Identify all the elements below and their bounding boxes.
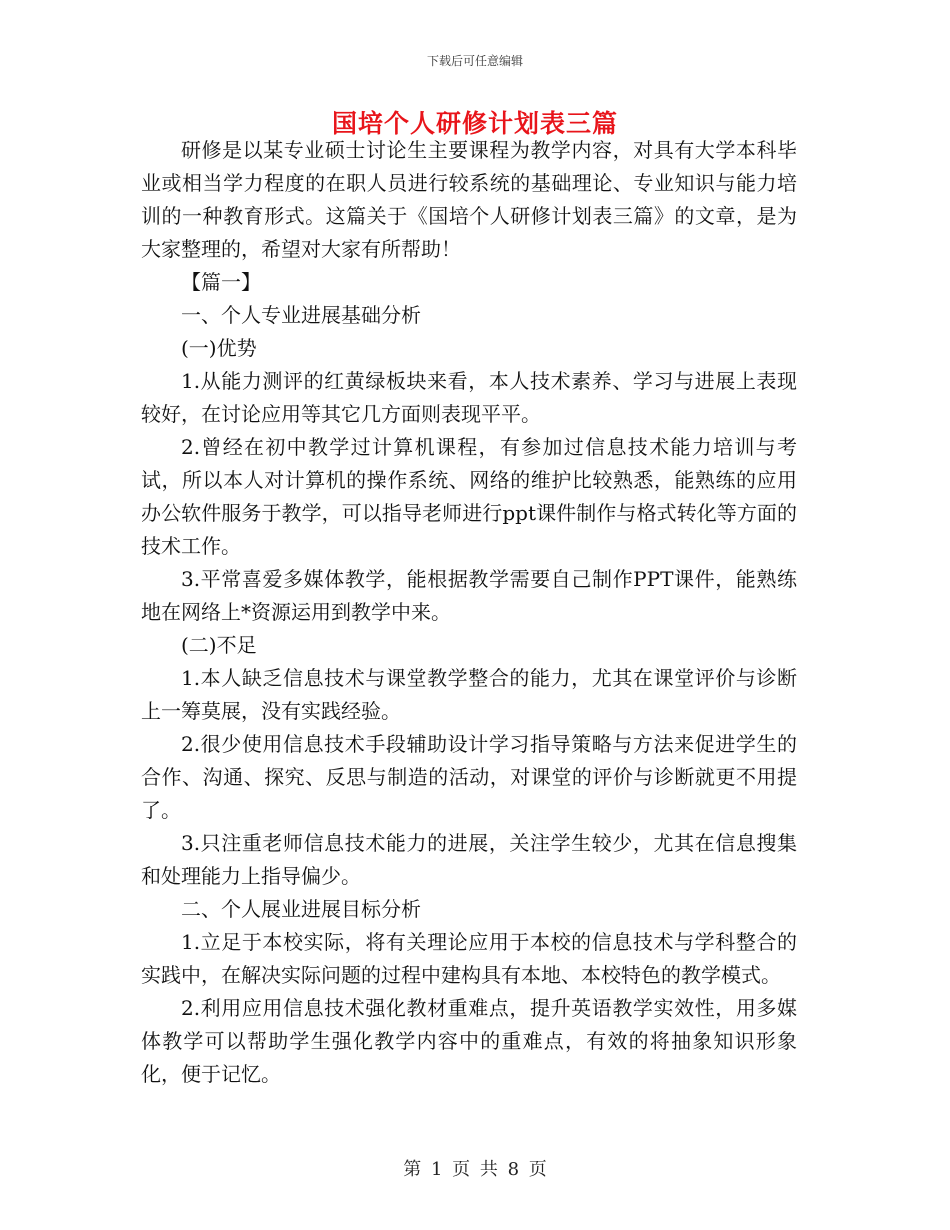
- heading-basic-analysis: 一、个人专业进展基础分析: [181, 303, 421, 327]
- goal-item-1: 1.立足于本校实际，将有关理论应用于本校的信息技术与学科整合的实践中，在解决实际问题的过程中建构具有本地、本校特色的教学模式。: [141, 930, 797, 987]
- document-title: 国培个人研修计划表三篇: [331, 109, 618, 138]
- strength-item-1: 1.从能力测评的红黄绿板块来看，本人技术素养、学习与进展上表现较好，在讨论应用等其它几方面则表现平平。: [141, 369, 797, 426]
- section-heading-part-one: 【篇一】: [181, 270, 261, 294]
- weakness-item-1: 1.本人缺乏信息技术与课堂教学整合的能力，尤其在课堂评价与诊断上一筹莫展，没有实践经验。: [141, 666, 797, 723]
- heading-goal-analysis: 二、个人展业进展目标分析: [181, 897, 421, 921]
- goal-item-2: 2.利用应用信息技术强化教材重难点，提升英语教学实效性，用多媒体教学可以帮助学生强化教学内容中的重难点，有效的将抽象知识形象化，便于记忆。: [141, 996, 797, 1086]
- intro-paragraph: 研修是以某专业硕士讨论生主要课程为教学内容，对具有大学本科毕业或相当学力程度的在职人员进行较系统的基础理论、专业知识与能力培训的一种教育形式。这篇关于《国培个人研修计划表三篇》的文章，是为大家整理的，希望对大家有所帮助！: [141, 138, 797, 261]
- document-body: [141, 134, 797, 1091]
- weakness-item-3: 3.只注重老师信息技术能力的进展，关注学生较少，尤其在信息搜集和处理能力上指导偏少。: [141, 831, 797, 888]
- subheading-strengths: (一)优势: [181, 336, 257, 360]
- strength-item-2: 2.曾经在初中教学过计算机课程，有参加过信息技术能力培训与考试，所以本人对计算机的操作系统、网络的维护比较熟悉，能熟练的应用办公软件服务于教学，可以指导老师进行ppt课件制作与格式转化等方面的技术工作。: [141, 435, 797, 558]
- page-header-note: 下载后可任意编辑: [426, 54, 523, 68]
- strength-item-3: 3.平常喜爱多媒体教学，能根据教学需要自己制作PPT课件，能熟练地在网络上*资源运用到教学中来。: [141, 567, 797, 624]
- subheading-weaknesses: (二)不足: [181, 633, 257, 657]
- page-number: 第 1 页 共 8 页: [403, 1159, 547, 1180]
- weakness-item-2: 2.很少使用信息技术手段辅助设计学习指导策略与方法来促进学生的合作、沟通、探究、反思与制造的活动，对课堂的评价与诊断就更不用提了。: [141, 732, 797, 822]
